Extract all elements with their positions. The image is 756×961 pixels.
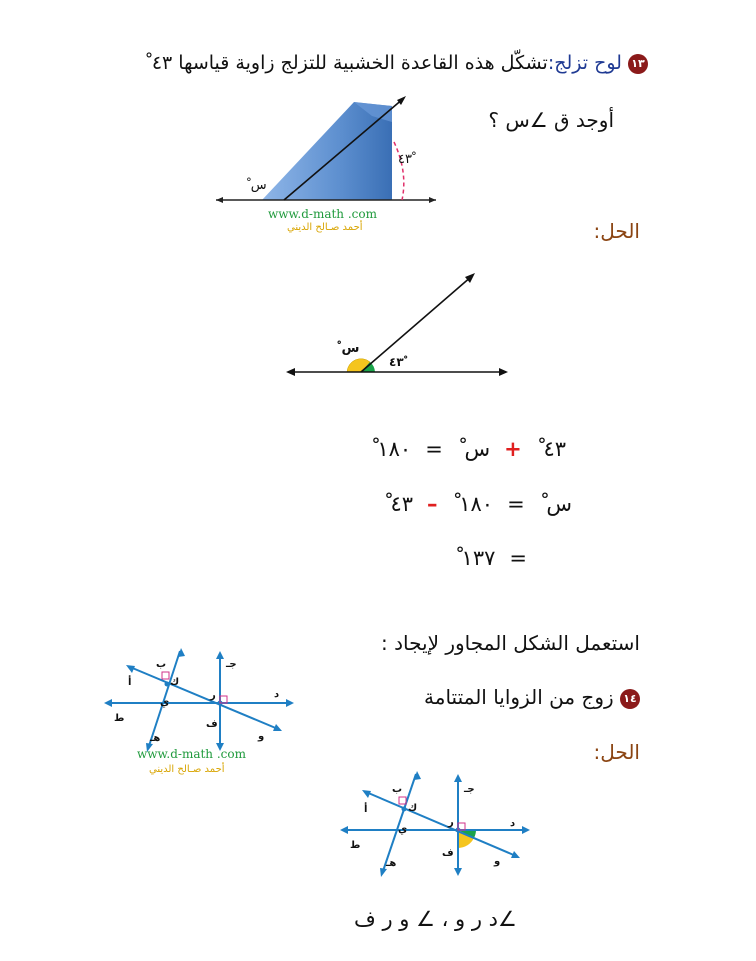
sol-label-w: و <box>494 856 501 867</box>
label-h: هـ <box>150 733 161 744</box>
ramp-x-label: س ْ <box>247 178 267 193</box>
equation-line-3 <box>455 546 528 570</box>
sol-label-h: هـ <box>386 858 397 869</box>
label-t: ط <box>114 713 125 724</box>
problem-14-solution-label: الحل: <box>593 740 640 764</box>
sol-label-j: جـ <box>464 784 475 795</box>
label-w: و <box>258 731 265 742</box>
problem-14-heading <box>424 685 640 709</box>
eq1-term1: ٤٣ ْ <box>536 437 566 461</box>
lines-figure <box>102 645 298 755</box>
watermark-author-2: أحمد صـالح الديني <box>149 764 225 775</box>
problem-13-solution-label: الحل: <box>593 219 640 243</box>
solution-angle-label: ٤٣ ْ <box>389 355 408 369</box>
label-f: ف <box>206 719 218 730</box>
solution-ray <box>361 276 472 372</box>
problem-14-answer: ∠د ر و ، ∠ و ر ف <box>354 907 517 931</box>
label-b: ب <box>156 659 167 670</box>
problem-13-text: تشكّل هذه القاعدة الخشبية للتزلج زاوية قياسها ٤٣ ْ <box>146 52 548 74</box>
eq2-term2: ١٨٠ ْ <box>452 492 494 516</box>
sol-label-k: ك <box>408 803 418 814</box>
eq1-plus: + <box>504 437 523 461</box>
eq2-term1: س ْ <box>539 492 572 516</box>
ramp-board <box>262 102 392 200</box>
problem-13-question: أوجد ق ∠س ؟ <box>488 108 614 132</box>
sol-label-a: أ <box>364 804 368 815</box>
solution-lines-figure <box>338 768 534 880</box>
ramp-angle-arc <box>394 142 404 200</box>
sol-label-y: ي <box>398 824 408 835</box>
sol-label-t: ط <box>350 840 361 851</box>
eq1-term2: س ْ <box>457 437 491 461</box>
eq3-equals: = <box>509 546 528 570</box>
sol-label-r: ر <box>448 817 454 828</box>
eq2-term3: ٤٣ ْ <box>383 492 414 516</box>
watermark-site: www.d-math .com <box>268 207 377 221</box>
watermark-author: أحمد صـالح الديني <box>287 222 363 233</box>
problem-14-badge: ١٤ <box>620 689 640 709</box>
equation-line-2 <box>384 492 572 516</box>
solution-x-label: س ْ <box>337 341 360 356</box>
eq1-equals: = <box>425 437 444 461</box>
eq2-minus: – <box>427 492 439 516</box>
label-y: ي <box>160 697 170 708</box>
equation-line-1 <box>371 437 566 461</box>
problem-13-heading <box>146 52 648 74</box>
problem-14-intro: استعمل الشكل المجاور لإيجاد : <box>381 631 640 655</box>
eq3-result: ١٣٧ ْ <box>454 546 496 570</box>
solution-transversal-line <box>366 792 516 856</box>
sol-label-b: ب <box>392 784 403 795</box>
sol-label-f: ف <box>442 848 454 859</box>
label-j: جـ <box>226 659 237 670</box>
sol-label-d: د <box>510 818 516 829</box>
label-d: د <box>274 689 280 700</box>
problem-13-badge: ١٣ <box>628 54 648 74</box>
ramp-angle-label: ٤٣ ْ <box>398 152 416 167</box>
label-a: أ <box>128 677 132 688</box>
watermark-site-2: www.d-math .com <box>137 747 246 761</box>
transversal-line <box>130 667 278 729</box>
eq1-term3: ١٨٠ ْ <box>370 437 412 461</box>
eq2-equals: = <box>507 492 526 516</box>
label-k: ك <box>170 677 180 688</box>
problem-14-text: زوج من الزوايا المتتامة <box>424 685 614 709</box>
label-r: ر <box>210 690 216 701</box>
problem-13-label: لوح تزلج: <box>547 52 622 74</box>
